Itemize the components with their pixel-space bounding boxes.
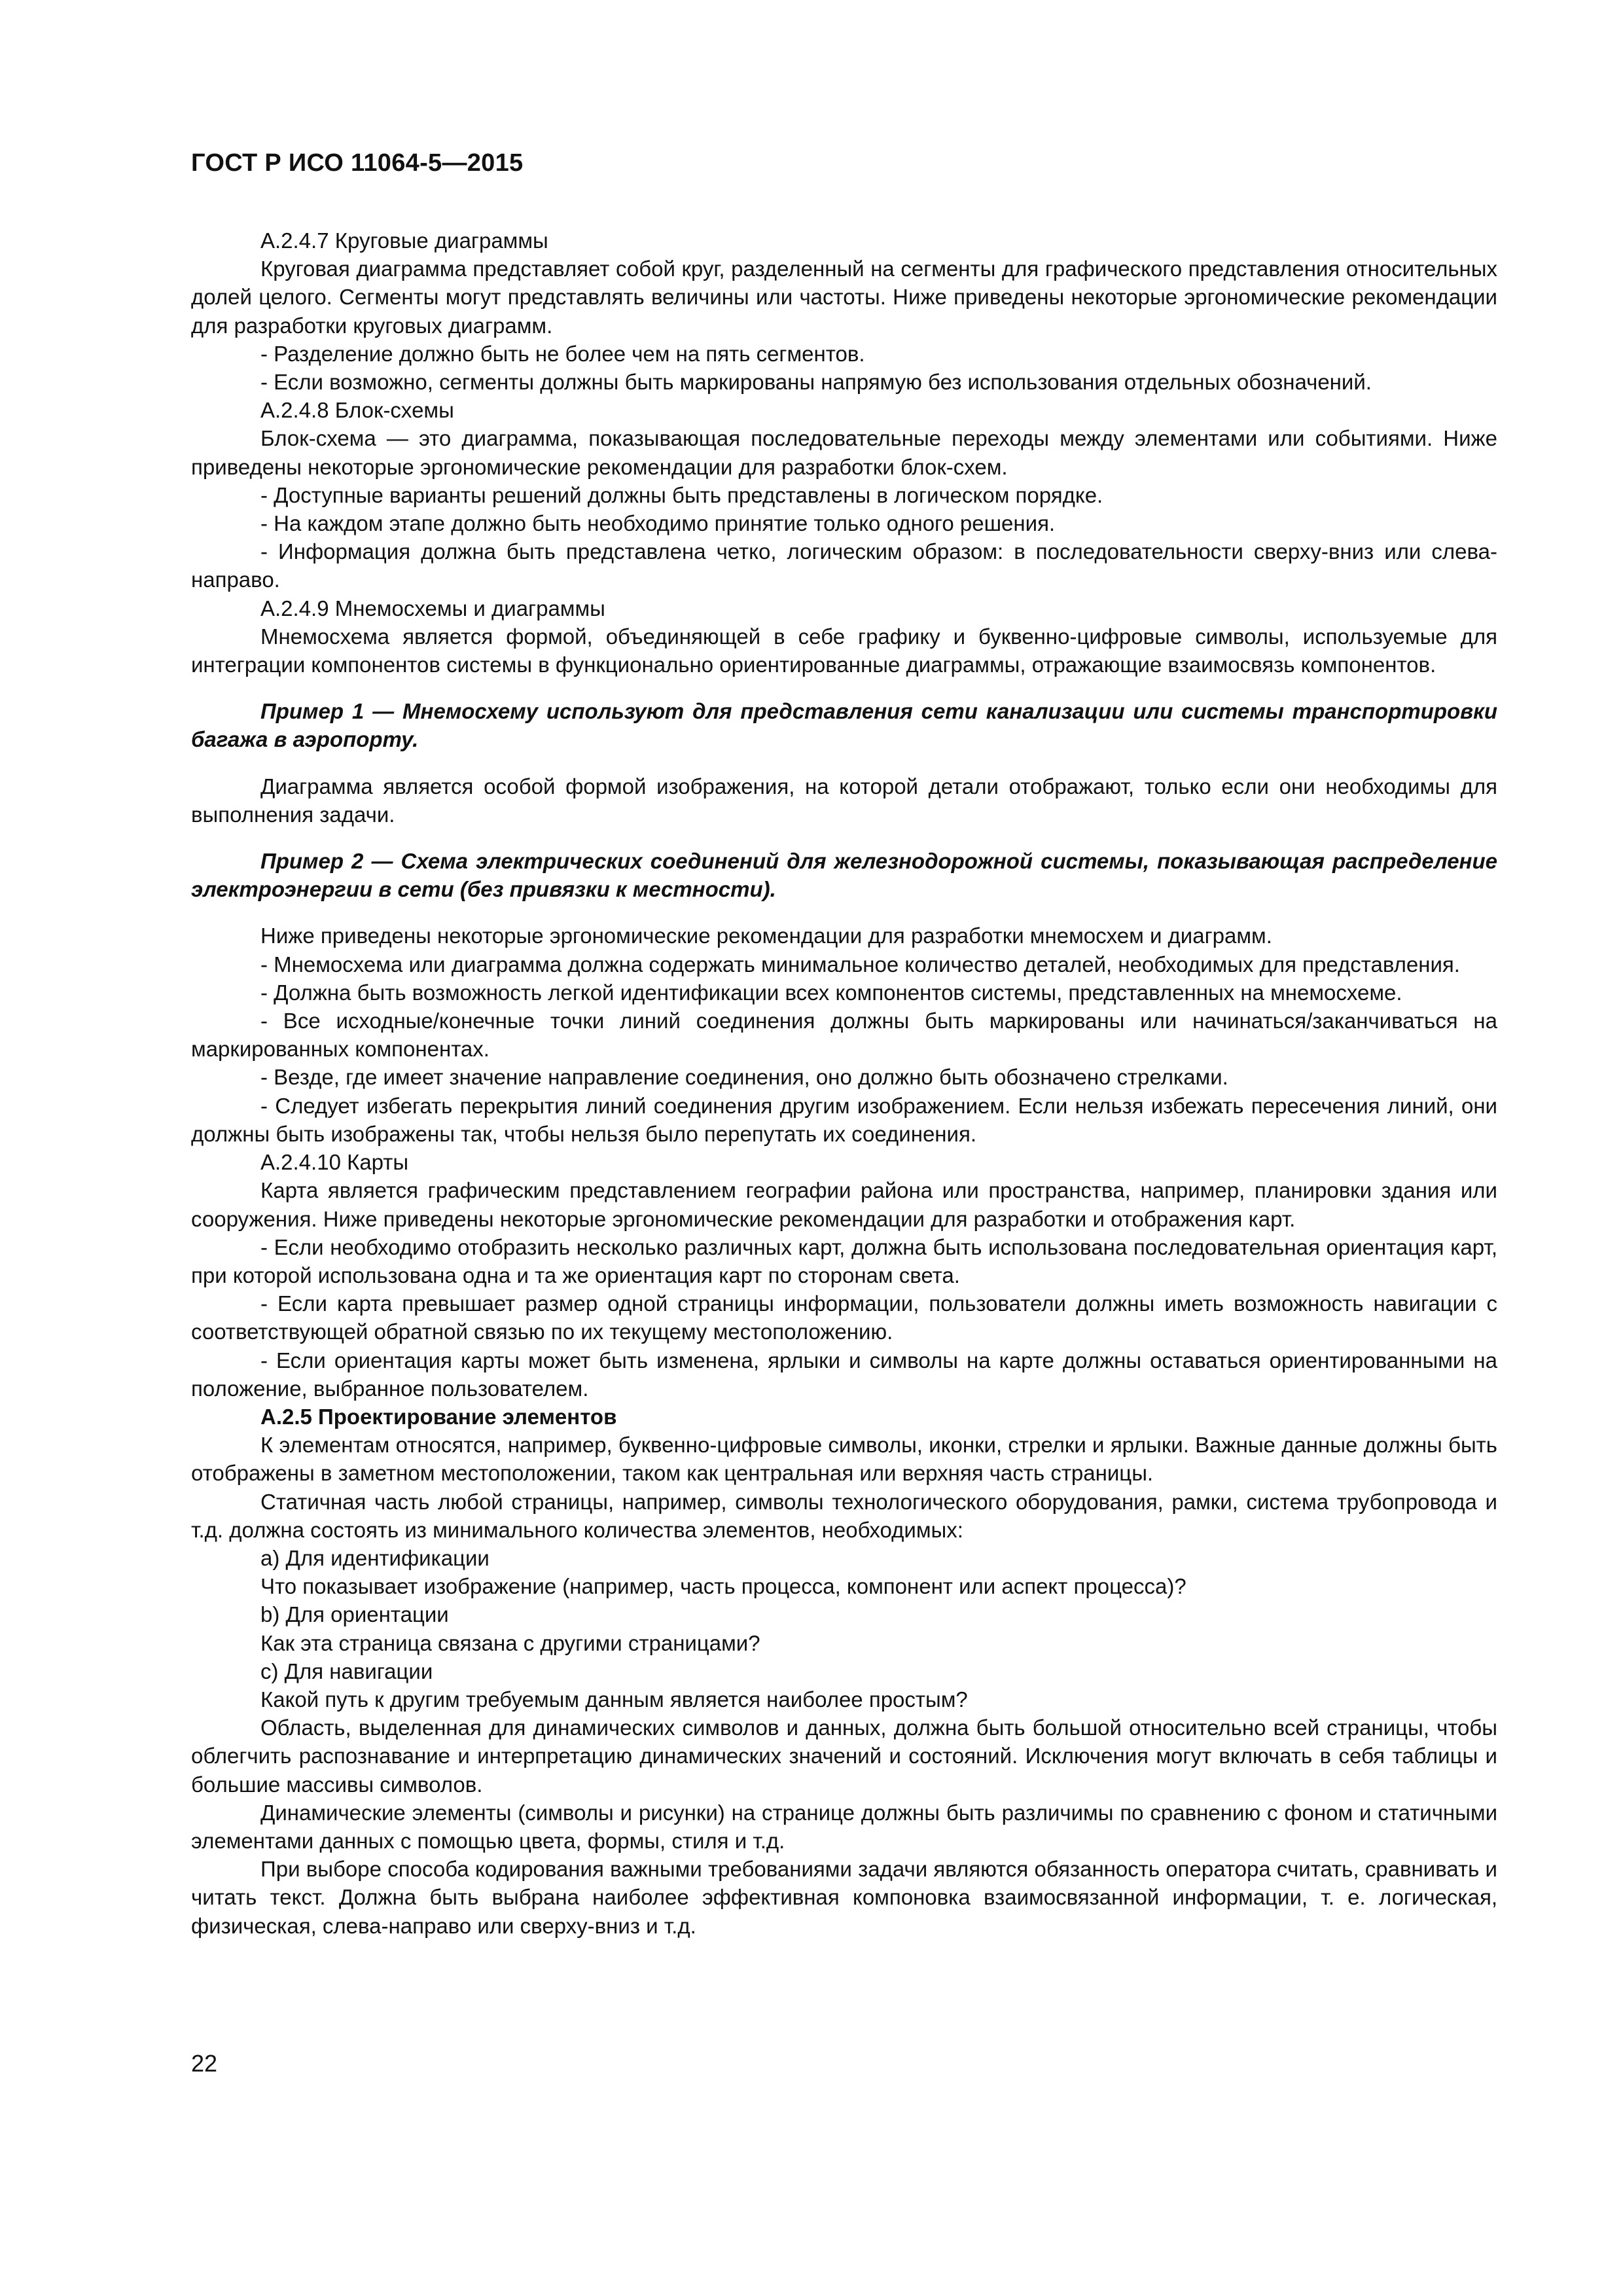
body-paragraph: Ниже приведены некоторые эргономические рекомендации для разработки мнемосхем и диаграмм.	[260, 924, 1272, 948]
body-paragraph: - Если возможно, сегменты должны быть маркированы напрямую без использования отдельных обозначений.	[260, 370, 1372, 395]
body-paragraph: Диаграмма является особой формой изображения, на которой детали отображают, только если они необходимы для выполнения задачи.	[191, 774, 1497, 827]
body-paragraph: А.2.4.10 Карты	[260, 1150, 409, 1175]
body-paragraph: a) Для идентификации	[260, 1545, 490, 1570]
body-paragraph: Какой путь к другим требуемым данным является наиболее простым?	[260, 1687, 968, 1712]
body-paragraph: Карта является графическим представлением географии района или пространства, например, планировки здания или сооружения. Ниже приведены некоторые эргономические рекомендации для разработки и отображения карт.	[191, 1178, 1497, 1231]
example-paragraph: Пример 2 — Схема электрических соединений для железнодорожной системы, показывающая распределение электроэнергии в сети (без привязки к местности).	[191, 849, 1497, 902]
body-paragraph: Динамические элементы (символы и рисунки) на странице должны быть различимы по сравнению с фоном и статичными элементами данных с помощью цвета, формы, стиля и т.д.	[191, 1800, 1497, 1853]
body-paragraph: А.2.4.9 Мнемосхемы и диаграммы	[260, 596, 605, 620]
body-paragraph: - Мнемосхема или диаграмма должна содержать минимальное количество деталей, необходимых для представления.	[260, 952, 1460, 977]
section-heading: А.2.5 Проектирование элементов	[260, 1404, 617, 1429]
body-paragraph: - Если карта превышает размер одной страницы информации, пользователи должны иметь возможность навигации с соответствующей обратной связью по их текущему местоположению.	[191, 1291, 1497, 1344]
example-paragraph: Пример 1 — Мнемосхему используют для представления сети канализации или системы транспортировки багажа в аэропорту.	[191, 699, 1497, 752]
body-paragraph: - Информация должна быть представлена четко, логическим образом: в последовательности сверху-вниз или слева-направо.	[191, 539, 1497, 592]
body-paragraph: Что показывает изображение (например, часть процесса, компонент или аспект процесса)?	[260, 1574, 1186, 1599]
body-paragraph: К элементам относятся, например, буквенно-цифровые символы, иконки, стрелки и ярлыки. Важные данные должны быть отображены в заметном местоположении, таком как центральная или верхняя часть страницы.	[191, 1433, 1497, 1486]
body-paragraph: - Все исходные/конечные точки линий соединения должны быть маркированы или начинаться/заканчиваться на маркированных компонентах.	[191, 1009, 1497, 1062]
body-paragraph: А.2.4.8 Блок-схемы	[260, 398, 454, 423]
body-paragraph: Круговая диаграмма представляет собой круг, разделенный на сегменты для графического представления относительных долей целого. Сегменты могут представлять величины или частоты. Ниже приведены некоторые эргономические рекомендации для разработки круговых диаграмм.	[191, 257, 1497, 338]
body-paragraph: Статичная часть любой страницы, например, символы технологического оборудования, рамки, система трубопровода и т.д. должна состоять из минимального количества элементов, необходимых:	[191, 1489, 1497, 1542]
body-paragraph: - На каждом этапе должно быть необходимо принятие только одного решения.	[260, 511, 1056, 536]
body-paragraph: - Следует избегать перекрытия линий соединения другим изображением. Если нельзя избежать пересечения линий, они должны быть изображены так, чтобы нельзя было перепутать их соединения.	[191, 1093, 1497, 1146]
body-paragraph: b) Для ориентации	[260, 1602, 449, 1627]
body-paragraph: - Если ориентация карты может быть изменена, ярлыки и символы на карте должны оставаться ориентированными на положение, выбранное пользователем.	[191, 1348, 1497, 1401]
document-header-title: ГОСТ Р ИСО 11064-5—2015	[191, 149, 524, 177]
body-paragraph: - Разделение должно быть не более чем на пять сегментов.	[260, 341, 865, 366]
body-paragraph: Область, выделенная для динамических символов и данных, должна быть большой относительно всей страницы, чтобы облегчить распознавание и интерпретацию динамических значений и состояний. Исключения могут включать в себя таблицы и большие массивы символов.	[191, 1715, 1497, 1797]
body-paragraph: А.2.4.7 Круговые диаграммы	[260, 228, 548, 253]
body-paragraph: - Доступные варианты решений должны быть представлены в логическом порядке.	[260, 482, 1103, 507]
body-paragraph: - Везде, где имеет значение направление соединения, оно должно быть обозначено стрелками.	[260, 1065, 1228, 1090]
body-paragraph: c) Для навигации	[260, 1659, 433, 1683]
body-paragraph: При выборе способа кодирования важными требованиями задачи являются обязанность оператора считать, сравнивать и читать текст. Должна быть выбрана наиболее эффективная компоновка взаимосвязанной информации, т. е. логическая, физическая, слева-направо или сверху-вниз и т.д.	[191, 1857, 1497, 1938]
body-paragraph: Мнемосхема является формой, объединяющей в себе графику и буквенно-цифровые символы, используемые для интеграции компонентов системы в функционально ориентированные диаграммы, отражающие взаимосвязь компонентов.	[191, 624, 1497, 677]
body-paragraph: Блок-схема — это диаграмма, показывающая последовательные переходы между элементами или событиями. Ниже приведены некоторые эргономические рекомендации для разработки блок-схем.	[191, 426, 1497, 479]
body-paragraph: - Должна быть возможность легкой идентификации всех компонентов системы, представленных на мнемосхеме.	[260, 980, 1402, 1005]
body-paragraph: - Если необходимо отобразить несколько различных карт, должна быть использована последовательная ориентация карт, при которой использована одна и та же ориентация карт по сторонам света.	[191, 1234, 1497, 1287]
page-number: 22	[191, 2050, 218, 2077]
document-body	[191, 226, 1497, 1940]
body-paragraph: Как эта страница связана с другими страницами?	[260, 1630, 760, 1655]
